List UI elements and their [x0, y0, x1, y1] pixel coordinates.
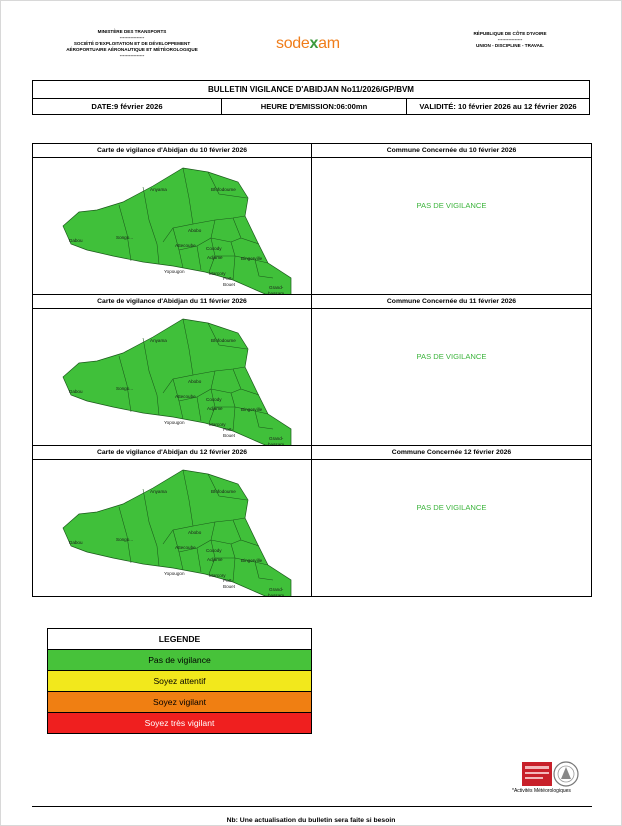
header-ministry-block — [52, 29, 212, 59]
vigilance-status: PAS DE VIGILANCE — [416, 503, 487, 512]
legend-box — [47, 628, 312, 734]
map-label-marcory: Marcory — [209, 271, 226, 276]
logo-right: am — [318, 35, 340, 52]
map-label-abobo: Abobo — [188, 228, 202, 233]
vigilance-table — [32, 143, 592, 597]
map-label-portbouet-1: Port- — [223, 427, 233, 432]
map-label-grandbassam-1: Grand- — [269, 436, 284, 441]
vigilance-map-cell — [33, 309, 312, 446]
commune-cell — [312, 309, 592, 446]
abidjan-vigilance-map — [33, 309, 311, 445]
legend-item-soyez-vigilant: Soyez vigilant — [48, 691, 311, 712]
map-label-adjame: Adjame — [207, 406, 223, 411]
legend-item-soyez-attentif: Soyez attentif — [48, 670, 311, 691]
commune-cell — [312, 460, 592, 597]
legend-item-pas-de-vigilance: Pas de vigilance — [48, 649, 311, 670]
society-line-1: SOCIÉTÉ D'EXPLOITATION ET DE DÉVELOPPEMENT — [73, 41, 191, 46]
commune-caption: Commune Concernée du 10 février 2026 — [312, 144, 592, 158]
map-label-yopougon: Yopougon — [164, 571, 185, 576]
ministry-name: MINISTÈRE DES TRANSPORTS — [97, 29, 167, 34]
map-label-abobo: Abobo — [188, 379, 202, 384]
bulletin-title-table — [32, 80, 590, 115]
legend-item-soyez-tres-vigilant: Soyez très vigilant — [48, 712, 311, 733]
abidjan-vigilance-map — [33, 460, 311, 596]
map-caption: Carte de vigilance d'Abidjan du 12 février 2026 — [33, 446, 312, 460]
map-label-bingerville: Bingerville — [241, 256, 263, 261]
republic-dash: ---------------- — [497, 37, 523, 42]
map-label-portbouet-2: Bouet — [223, 584, 236, 589]
map-label-dabou: Dabou — [69, 238, 83, 243]
society-line-2: AÉROPORTUAIRE AÉRONAUTIQUE ET MÉTÉOROLOGIQUE — [66, 47, 198, 52]
logo-x: x — [309, 35, 319, 52]
commune-caption: Commune Concernée du 11 février 2026 — [312, 295, 592, 309]
map-label-yopougon: Yopougon — [164, 420, 185, 425]
map-label-marcory: Marcory — [209, 573, 226, 578]
map-label-portbouet-1: Port- — [223, 578, 233, 583]
vigilance-map-cell — [33, 158, 312, 295]
map-label-cocody: Cocody — [206, 548, 222, 553]
map-label-songon: Songo... — [116, 537, 134, 542]
footer-note: Nb: Une actualisation du bulletin sera faite si besoin — [226, 817, 396, 824]
republic-name: RÉPUBLIQUE DE CÔTE D'IVOIRE — [473, 31, 547, 36]
map-label-portbouet-1: Port- — [223, 276, 233, 281]
bulletin-date: DATE:9 février 2026 — [33, 99, 222, 115]
society-dash: ---------------- — [119, 53, 145, 58]
map-label-songon: Songo... — [116, 235, 134, 240]
map-label-attecoube: Attecoube — [175, 394, 196, 399]
map-label-anyama: Anyama — [150, 187, 167, 192]
map-caption: Carte de vigilance d'Abidjan du 10 février 2026 — [33, 144, 312, 158]
bulletin-validity: VALIDITÉ: 10 février 2026 au 12 février 2026 — [407, 99, 590, 115]
bulletin-emission: HEURE D'EMISSION:06:00mn — [222, 99, 407, 115]
map-label-brofodoume: Bfofodoume — [211, 489, 236, 494]
map-label-cocody: Cocody — [206, 397, 222, 402]
map-label-grandbassam-2: bassam — [268, 593, 285, 596]
certification-label: *Activités Météorologiques — [512, 788, 571, 794]
republic-motto: UNION - DISCIPLINE - TRAVAIL — [476, 43, 544, 48]
ministry-dash: ---------------- — [119, 35, 145, 40]
map-label-adjame: Adjame — [207, 557, 223, 562]
vigilance-status: PAS DE VIGILANCE — [416, 352, 487, 361]
map-label-anyama: Anyama — [150, 338, 167, 343]
map-label-dabou: Dabou — [69, 540, 83, 545]
map-label-cocody: Cocody — [206, 246, 222, 251]
map-label-songon: Songo... — [116, 386, 134, 391]
map-label-grandbassam-2: bassam — [268, 291, 285, 294]
map-label-brofodoume: Bfofodoume — [211, 338, 236, 343]
footer-divider — [32, 806, 592, 807]
map-label-yopougon: Yopougon — [164, 269, 185, 274]
vigilance-status: PAS DE VIGILANCE — [416, 201, 487, 210]
map-label-attecoube: Attecoube — [175, 545, 196, 550]
map-label-bingerville: Bingerville — [241, 558, 263, 563]
commune-cell — [312, 158, 592, 295]
map-label-dabou: Dabou — [69, 389, 83, 394]
vigilance-map-cell — [33, 460, 312, 597]
commune-caption: Commune Concernée 12 février 2026 — [312, 446, 592, 460]
logo-left: sode — [276, 35, 310, 52]
map-label-grandbassam-1: Grand- — [269, 587, 284, 592]
map-label-brofodoume: Bfofodoume — [211, 187, 236, 192]
map-label-portbouet-2: Bouet — [223, 282, 236, 287]
map-label-grandbassam-1: Grand- — [269, 285, 284, 290]
header-republic-block — [450, 31, 570, 49]
abidjan-vigilance-map — [33, 158, 311, 294]
map-label-marcory: Marcory — [209, 422, 226, 427]
map-caption: Carte de vigilance d'Abidjan du 11 février 2026 — [33, 295, 312, 309]
map-label-portbouet-2: Bouet — [223, 433, 236, 438]
sodexam-logo — [276, 35, 340, 53]
bulletin-title: BULLETIN VIGILANCE D'ABIDJAN No11/2026/GP/BVM — [33, 81, 590, 99]
map-label-bingerville: Bingerville — [241, 407, 263, 412]
map-label-adjame: Adjame — [207, 255, 223, 260]
legend-title: LEGENDE — [48, 629, 311, 649]
map-label-grandbassam-2: bassam — [268, 442, 285, 445]
map-label-abobo: Abobo — [188, 530, 202, 535]
map-label-attecoube: Attecoube — [175, 243, 196, 248]
map-label-anyama: Anyama — [150, 489, 167, 494]
